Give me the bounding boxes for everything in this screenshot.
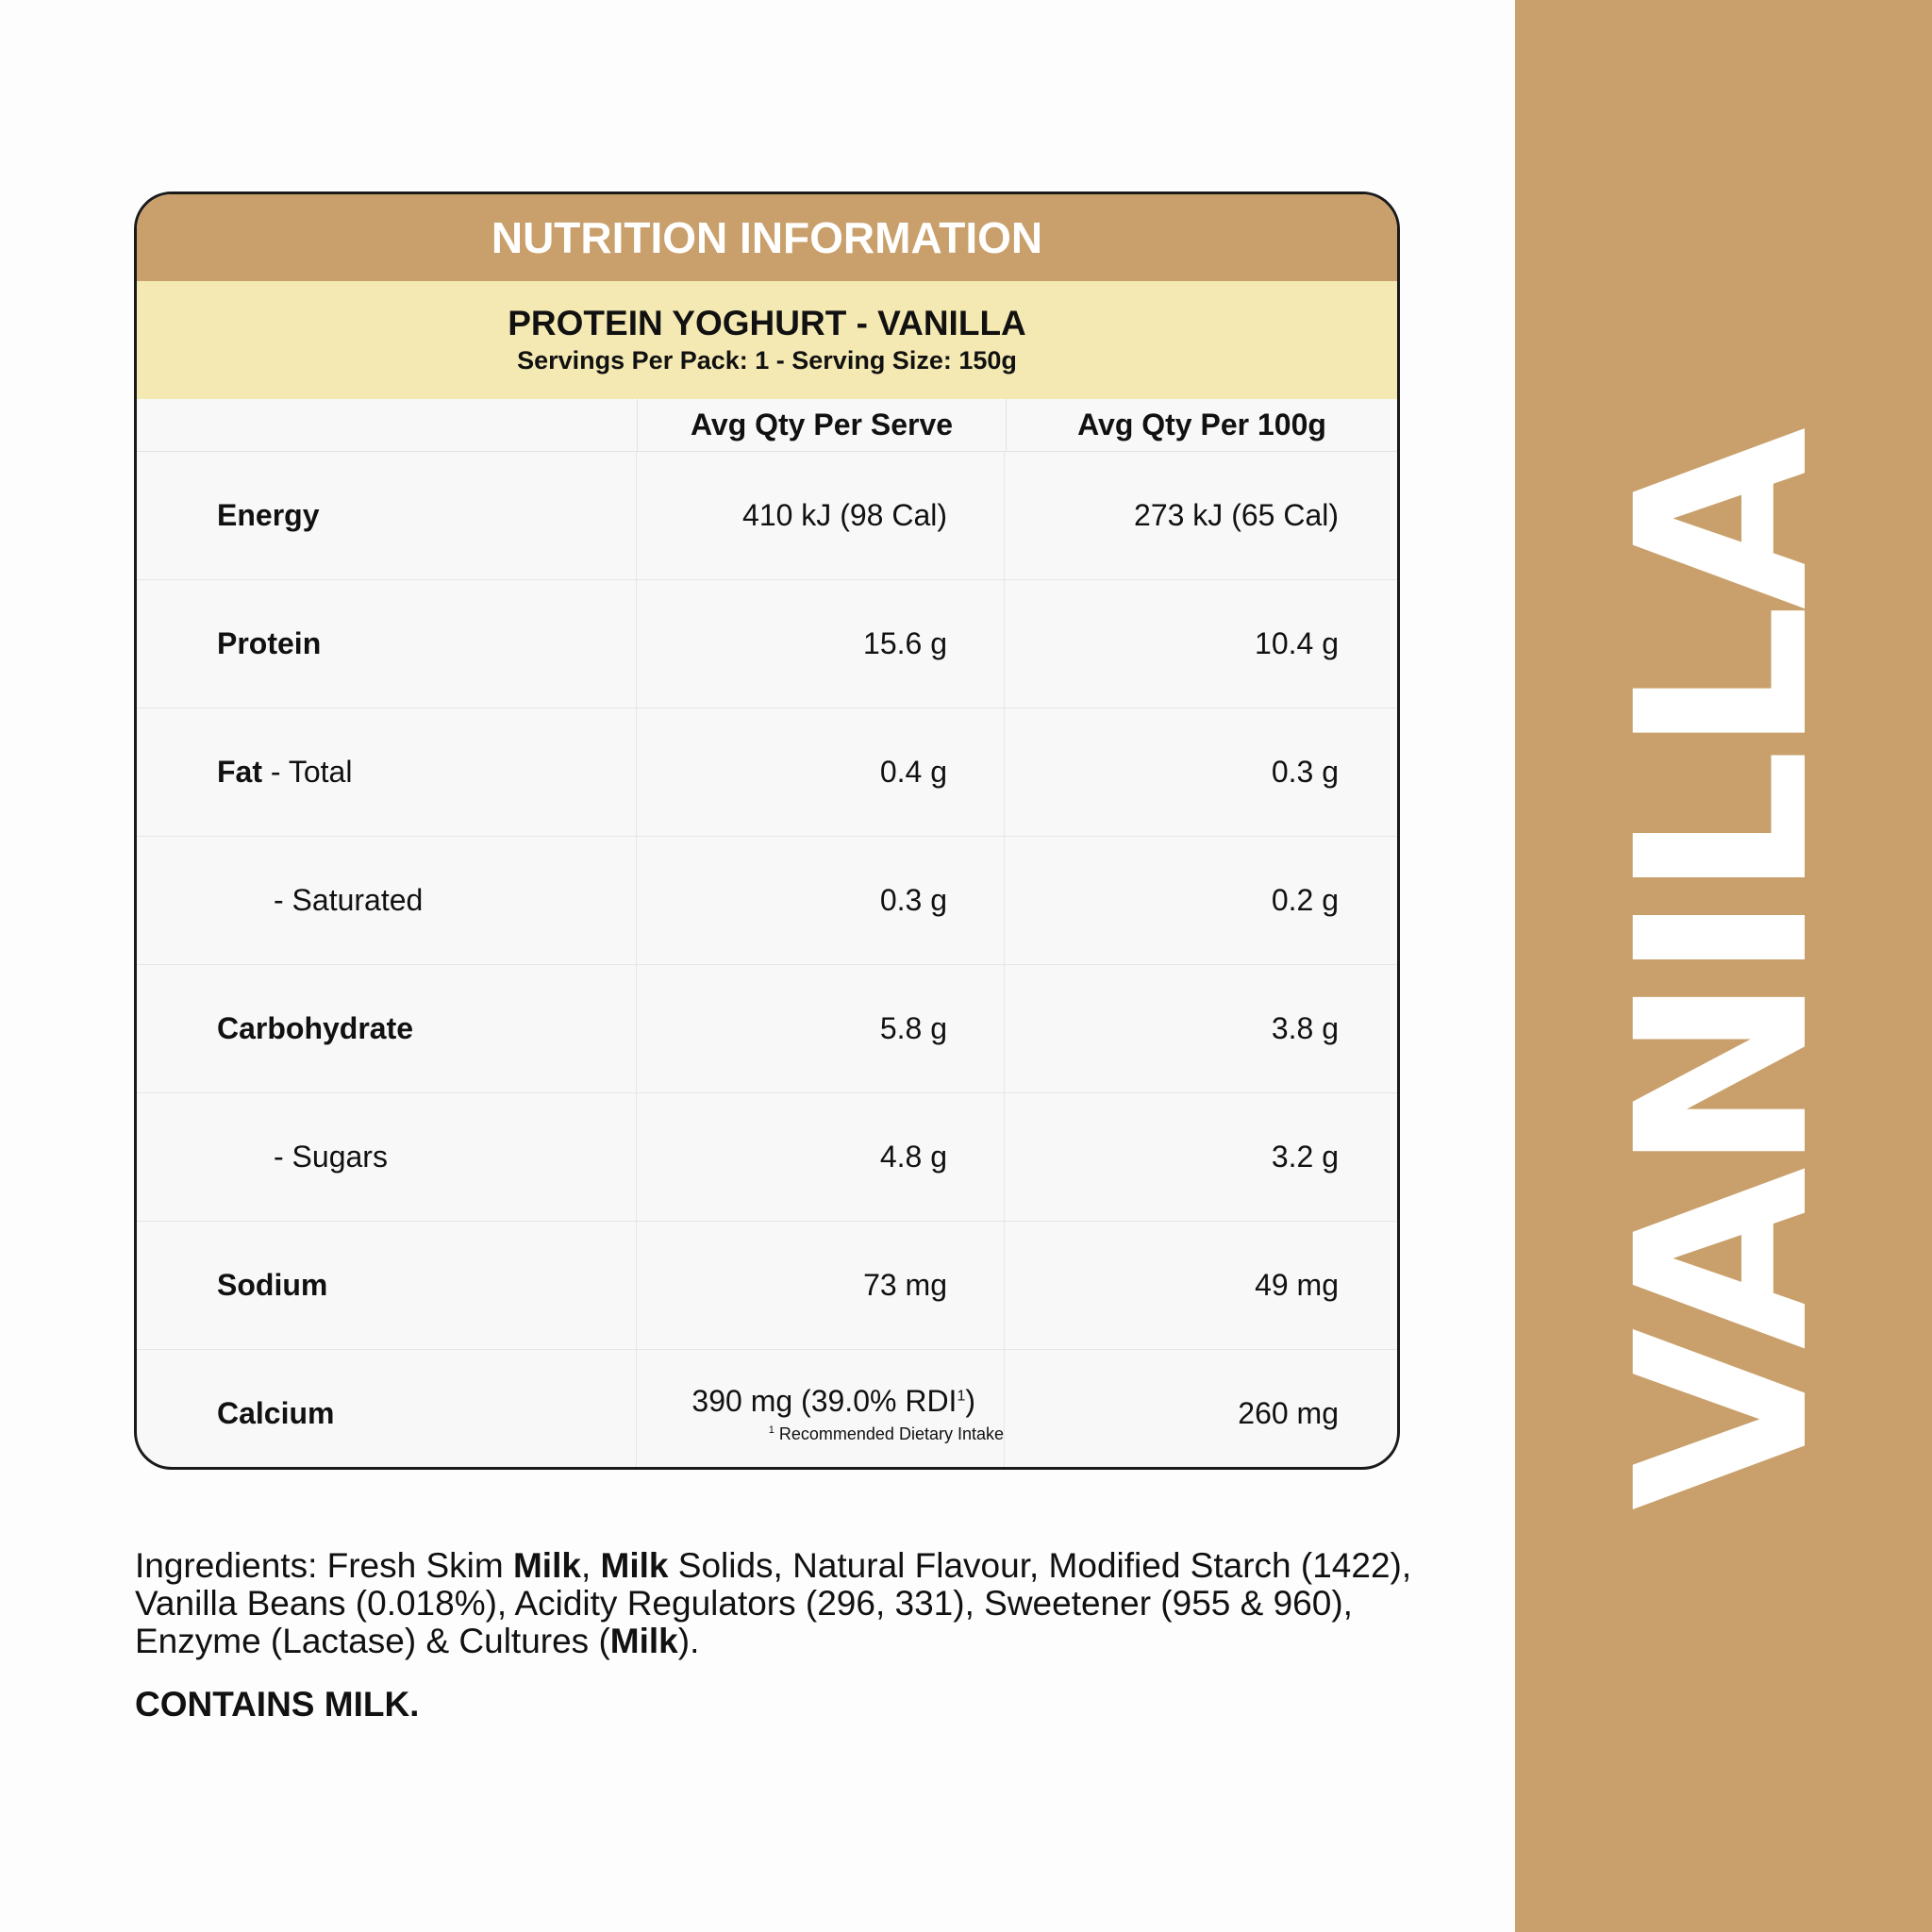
per-100g-value bbox=[1005, 708, 1397, 836]
rdi-footnote-marker: 1 bbox=[768, 1424, 774, 1436]
table-row-sugars bbox=[137, 1093, 1397, 1222]
table-row-calcium bbox=[137, 1350, 1397, 1470]
per-100g-text: 49 mg bbox=[1255, 1268, 1339, 1302]
rdi-footnote-text: Recommended Dietary Intake bbox=[774, 1424, 1004, 1443]
table-row-sodium bbox=[137, 1222, 1397, 1350]
ingredients-text: , bbox=[580, 1546, 601, 1585]
row-label bbox=[137, 837, 637, 964]
allergen-highlight: Milk bbox=[512, 1546, 581, 1585]
per-100g-text: 10.4 g bbox=[1255, 626, 1339, 660]
nutrient-name: Energy bbox=[217, 498, 320, 532]
per-100g-value bbox=[1005, 965, 1397, 1092]
per-100g-value bbox=[1005, 580, 1397, 708]
row-label bbox=[137, 1093, 637, 1221]
allergen-highlight: Milk bbox=[600, 1546, 669, 1585]
calcium-close: ) bbox=[965, 1383, 975, 1418]
serving-info: Servings Per Pack: 1 - Serving Size: 150g bbox=[517, 346, 1017, 375]
table-row-energy bbox=[137, 452, 1397, 580]
per-100g-text: 0.2 g bbox=[1271, 883, 1339, 917]
per-serve-value bbox=[637, 580, 1005, 708]
per-100g-text: 260 mg bbox=[1238, 1396, 1339, 1430]
footnote-marker: 1 bbox=[957, 1387, 966, 1404]
nutrient-name: Protein bbox=[217, 626, 322, 660]
per-100g-value bbox=[1005, 452, 1397, 579]
nutrient-name: Fat bbox=[217, 755, 262, 789]
row-label bbox=[137, 1222, 637, 1349]
per-100g-text: 0.3 g bbox=[1271, 755, 1339, 789]
nutrient-qualifier: - Total bbox=[262, 755, 353, 789]
per-serve-value bbox=[637, 1222, 1005, 1349]
per-serve-value bbox=[637, 452, 1005, 579]
ingredients-list bbox=[135, 1547, 1427, 1660]
per-serve-text: 0.3 g bbox=[879, 883, 947, 917]
per-serve-text: 15.6 g bbox=[863, 626, 947, 660]
per-serve-text: 5.8 g bbox=[879, 1011, 947, 1045]
table-row-saturated bbox=[137, 837, 1397, 965]
row-label bbox=[137, 1350, 637, 1470]
row-label bbox=[137, 580, 637, 708]
per-100g-value bbox=[1005, 1222, 1397, 1349]
per-serve-value bbox=[637, 708, 1005, 836]
per-100g-value bbox=[1005, 1093, 1397, 1221]
panel-header bbox=[137, 194, 1397, 281]
column-header-row bbox=[137, 399, 1397, 452]
per-100g-value bbox=[1005, 837, 1397, 964]
per-serve-value bbox=[637, 1093, 1005, 1221]
nutrition-panel bbox=[134, 192, 1400, 1470]
row-label bbox=[137, 708, 637, 836]
ingredients-text: Ingredients: Fresh Skim bbox=[135, 1546, 513, 1585]
table-row-fat-total bbox=[137, 708, 1397, 837]
panel-title: NUTRITION INFORMATION bbox=[491, 213, 1043, 262]
per-serve-value bbox=[637, 965, 1005, 1092]
allergen-highlight: Milk bbox=[609, 1622, 678, 1660]
per-serve-text: 73 mg bbox=[863, 1268, 947, 1302]
ingredients-text: ). bbox=[677, 1622, 700, 1660]
per-serve-text: 0.4 g bbox=[879, 755, 947, 789]
per-serve-text: 4.8 g bbox=[879, 1140, 947, 1174]
nutrient-name: - Saturated bbox=[274, 883, 424, 917]
per-serve-text: 410 kJ (98 Cal) bbox=[742, 498, 947, 532]
per-100g-text: 273 kJ (65 Cal) bbox=[1134, 498, 1339, 532]
nutrient-name: Sodium bbox=[217, 1268, 328, 1302]
product-name: PROTEIN YOGHURT - VANILLA bbox=[508, 303, 1026, 342]
per-100g-value bbox=[1005, 1350, 1397, 1470]
nutrient-name: Calcium bbox=[217, 1396, 335, 1430]
per-serve-value bbox=[637, 1350, 1005, 1470]
per-100g-text: 3.2 g bbox=[1271, 1140, 1339, 1174]
table-row-carbohydrate bbox=[137, 965, 1397, 1093]
rdi-footnote bbox=[769, 1424, 1004, 1444]
allergen-statement: CONTAINS MILK. bbox=[135, 1685, 420, 1724]
ingredients-text: Solids, Natural Flavour, Modified Starch (1422), Vanilla Beans (0.018%), Acidity Regulators (296, 331), Sweetener (955 & 960), Enzyme (Lactase) & Cultures ( bbox=[135, 1546, 1422, 1660]
nutrient-name: - Sugars bbox=[274, 1140, 388, 1174]
per-100g-text: 3.8 g bbox=[1271, 1011, 1339, 1045]
per-serve-text bbox=[691, 1384, 975, 1419]
product-band bbox=[137, 281, 1397, 399]
nutrient-name: Carbohydrate bbox=[217, 1011, 414, 1045]
per-serve-value bbox=[637, 837, 1005, 964]
row-label bbox=[137, 452, 637, 579]
column-header-per-100g: Avg Qty Per 100g bbox=[1077, 408, 1326, 441]
row-label bbox=[137, 965, 637, 1092]
column-header-blank bbox=[137, 399, 638, 451]
flavour-label: VANILLA bbox=[1586, 432, 1860, 1511]
column-header-per-serve: Avg Qty Per Serve bbox=[638, 399, 1007, 451]
table-row-protein bbox=[137, 580, 1397, 708]
calcium-amount: 390 mg (39.0% RDI bbox=[691, 1383, 958, 1418]
